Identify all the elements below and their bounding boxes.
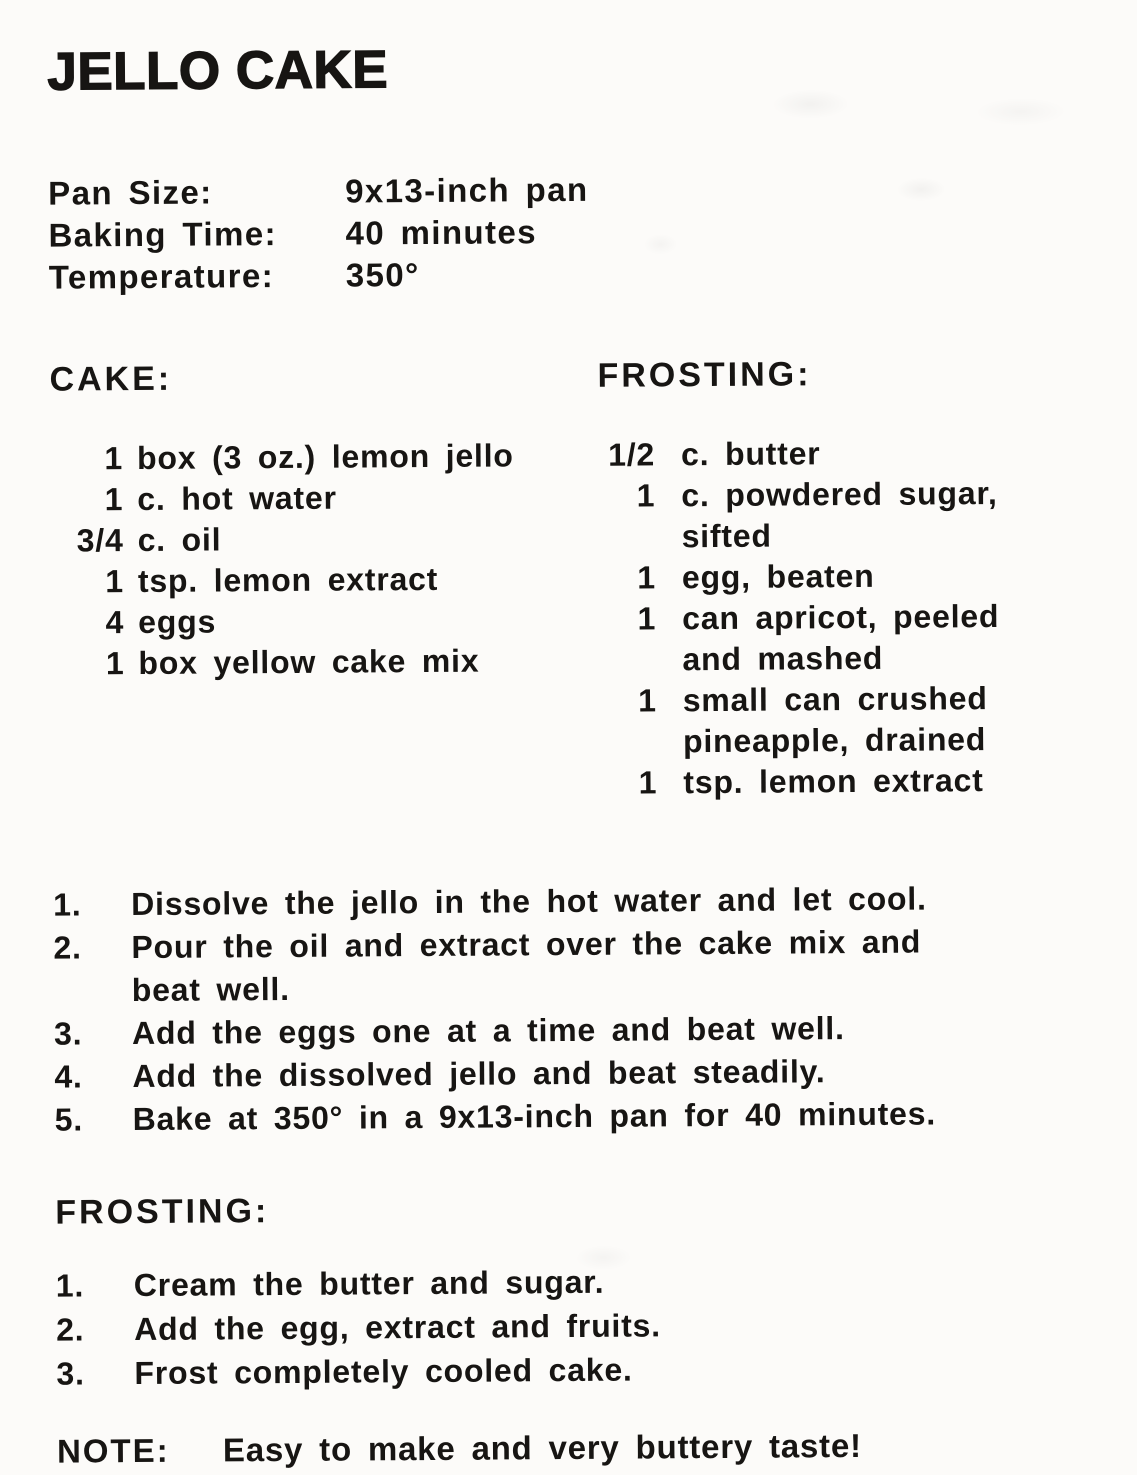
- meta-label: Pan Size:: [48, 173, 213, 212]
- step-row: [56, 1300, 1095, 1351]
- step-text: Frost completely cooled cake.: [134, 1351, 633, 1392]
- step-row: [54, 1005, 1093, 1055]
- ingredient-qty: 1: [105, 645, 125, 682]
- ingredient-qty: 1: [636, 477, 656, 514]
- cake-heading: CAKE:: [49, 359, 173, 399]
- step-row: [56, 1344, 1095, 1395]
- step-row: [56, 1256, 1095, 1307]
- ingredient-text: box (3 oz.) lemon jello: [136, 437, 514, 477]
- ingredient-text: box yellow cake mix: [138, 642, 480, 681]
- ingredient-text: tsp. lemon extract: [683, 762, 984, 801]
- step-row: [55, 1091, 1094, 1141]
- step-number: 4.: [54, 1058, 83, 1095]
- ingredient-row: [50, 435, 598, 480]
- ingredient-qty: 1: [104, 440, 124, 477]
- frosting-ingredients-section: [597, 351, 1091, 803]
- step-number: 3.: [56, 1355, 85, 1392]
- meta-value: 350°: [345, 256, 420, 294]
- step-row: [53, 919, 1093, 1012]
- meta-value: 9x13-inch pan: [345, 170, 589, 210]
- ingredient-row: [600, 759, 1091, 803]
- ingredient-qty: 4: [105, 604, 125, 641]
- ingredient-qty: 1: [638, 682, 657, 719]
- note-text: Easy to make and very buttery taste!: [222, 1426, 862, 1469]
- step-row: [54, 1048, 1093, 1098]
- ingredient-text: c. hot water: [137, 479, 337, 518]
- ingredient-text: tsp. lemon extract: [137, 560, 439, 600]
- frosting-steps-list: [56, 1256, 1096, 1395]
- step-text: Pour the oil and extract over the cake mix and beat well.: [131, 923, 922, 1009]
- ingredient-row: [599, 595, 1091, 680]
- ingredient-qty: 1: [105, 563, 125, 600]
- recipe-meta: [48, 165, 1088, 298]
- note-label: NOTE:: [56, 1431, 170, 1470]
- step-number: 2.: [55, 1311, 85, 1348]
- step-row: [53, 876, 1092, 926]
- ingredient-text: small can crushed pineapple, drained: [682, 680, 988, 760]
- step-number: 2.: [53, 929, 82, 966]
- cake-ingredients-section: [49, 355, 600, 808]
- ingredient-qty: 1: [637, 600, 657, 637]
- frosting-steps-heading: FROSTING:: [55, 1192, 270, 1232]
- ingredient-row: [50, 476, 598, 521]
- step-number: 1.: [53, 886, 82, 923]
- ingredient-row: [599, 554, 1090, 598]
- step-text: Dissolve the jello in the hot water and let cool.: [131, 880, 927, 923]
- frosting-ingredient-list: [598, 431, 1092, 803]
- ingredient-qty: 1: [104, 481, 124, 518]
- step-text: Add the egg, extract and fruits.: [133, 1307, 662, 1348]
- meta-row-temperature: [49, 249, 1088, 298]
- ingredient-row: [598, 472, 1090, 557]
- ingredient-qty: 3/4: [76, 522, 124, 559]
- meta-row-pan-size: [48, 165, 1087, 214]
- step-number: 3.: [53, 1015, 83, 1052]
- recipe-title: JELLO CAKE: [47, 40, 389, 102]
- ingredient-text: eggs: [138, 603, 217, 641]
- ingredient-text: c. oil: [137, 521, 222, 559]
- cake-ingredient-list: [50, 435, 600, 685]
- meta-label: Temperature:: [48, 257, 275, 296]
- ingredient-row: [51, 599, 599, 644]
- ingredient-row: [598, 431, 1089, 475]
- cake-steps-list: [53, 876, 1094, 1141]
- meta-row-baking-time: [48, 207, 1087, 256]
- ingredient-text: can apricot, peeled and mashed: [682, 597, 1000, 678]
- ingredient-row: [51, 558, 599, 603]
- meta-value: 40 minutes: [345, 213, 538, 252]
- ingredient-row: [50, 517, 598, 562]
- frosting-heading: FROSTING:: [597, 355, 812, 395]
- ingredient-qty: 1/2: [608, 436, 656, 473]
- step-text: Cream the butter and sugar.: [133, 1263, 605, 1304]
- ingredient-columns: [49, 351, 1091, 807]
- ingredient-text: c. butter: [680, 435, 821, 473]
- step-text: Bake at 350° in a 9x13-inch pan for 40 minutes.: [132, 1095, 937, 1138]
- step-text: Add the dissolved jello and beat steadily.: [132, 1053, 826, 1095]
- ingredient-qty: 1: [637, 559, 657, 596]
- ingredient-row: [51, 640, 599, 685]
- ingredient-qty: 1: [638, 764, 658, 801]
- step-number: 1.: [55, 1267, 85, 1304]
- step-text: Add the eggs one at a time and beat well.: [131, 1010, 845, 1052]
- ingredient-text: c. powdered sugar, sifted: [681, 474, 998, 555]
- meta-label: Baking Time:: [48, 215, 278, 254]
- ingredient-row: [600, 677, 1092, 762]
- ingredient-text: egg, beaten: [681, 557, 875, 596]
- recipe-note: [57, 1422, 1096, 1473]
- step-number: 5.: [54, 1101, 84, 1138]
